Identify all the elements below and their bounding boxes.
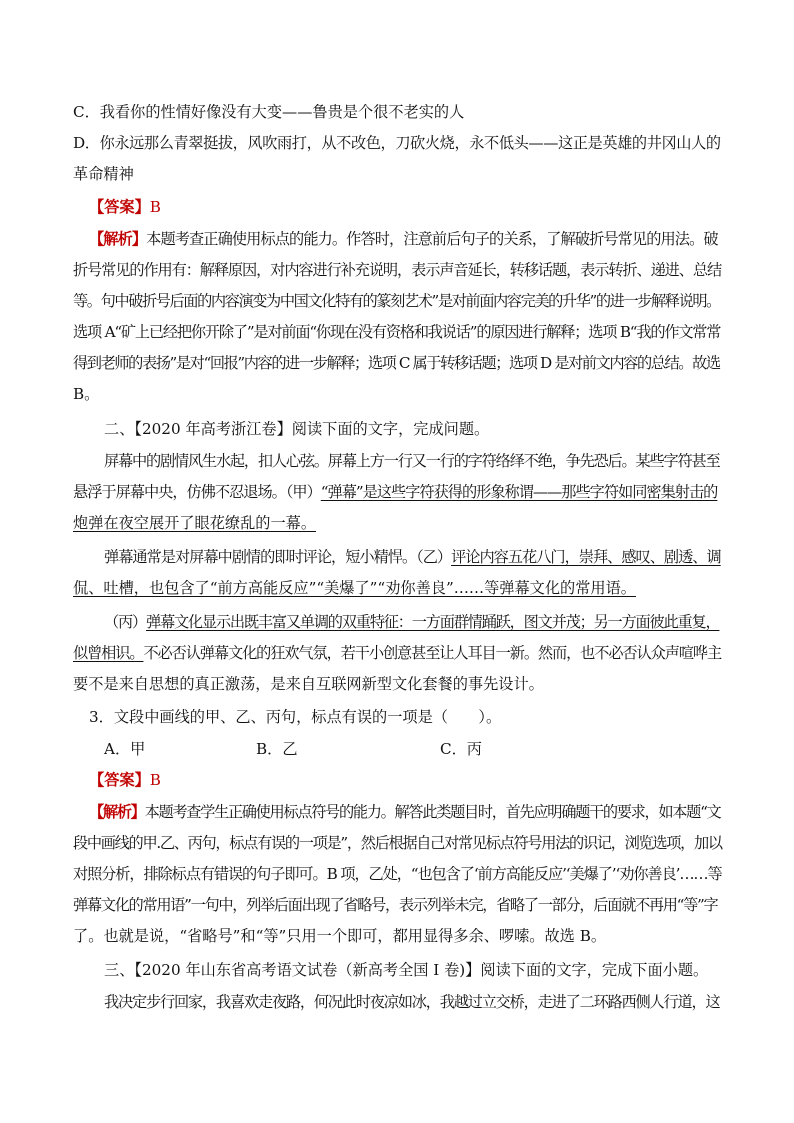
- underlined-sentence-jia-end: 炮弹在夜空展开了眼花缭乱的一幕。: [73, 514, 316, 532]
- passage2-p3-line3: 要不是来自思想的真正激荡，是来自互联网新型文化套餐的事先设计。: [73, 675, 544, 693]
- passage2-p1-line3: [73, 513, 316, 533]
- passage2-p1-line1: 屏幕中的剧情风生水起，扣人心弦。屏幕上方一行又一行的字符络绎不绝，争先恐后。某些字符甚至: [104, 452, 720, 470]
- option-c: C．丙: [440, 740, 482, 758]
- analysis-q3-line4: 弹幕文化的常用语”一句中，列举后面出现了省略号，表示列举未完，省略了一部分，后面就不再用“等”字: [73, 896, 718, 914]
- analysis-q3-line3: 对照分析，排除标点有错误的句子即可。B 项，乙处，“也包含了‘前方高能反应’‘美爆了’‘劝你善良’……等: [73, 865, 722, 883]
- passage3-p1-line1: 我决定步行回家，我喜欢走夜路，何况此时夜凉如冰，我越过立交桥，走进了二环路西侧人行道，这: [104, 993, 720, 1011]
- analysis-prev-line3: 等。句中破折号后面的内容演变为中国文化特有的篆刻艺术”是对前面内容完美的升华”的进一步解释说明。: [73, 292, 720, 310]
- underlined-sentence-bing-end: 似曾相识。: [73, 644, 144, 662]
- analysis-prev-line5: 得到老师的表扬”是对“回报”内容的进一步解释；选项 C 属于转移话题；选项 D 是对前文内容的总结。故选: [73, 354, 720, 372]
- underlined-sentence-yi-end: 侃、吐槽，也包含了“前方高能反应”“美爆了”“劝你善良”……等弹幕文化的常用语。: [73, 579, 636, 597]
- passage2-p2-line2: [73, 578, 636, 598]
- analysis-q3-line2: 段中画线的甲.乙、丙句，标点有误的一项是”，然后根据自己对常见标点符号用法的识记，浏览选项，加以: [73, 834, 722, 852]
- passage2-p1-line2: 悬浮于屏幕中央，仿佛不忍退场。（甲）“弹幕”是这些字符获得的形象称谓——那些字符如同密集射击的: [73, 483, 718, 501]
- analysis-prev-line6: B。: [73, 385, 100, 403]
- option-d-prev-line2: 革命精神: [73, 165, 134, 183]
- answer-tag: 【答案】: [89, 198, 150, 216]
- option-c-prev: C．我看你的性情好像没有大变——鲁贵是个很不老实的人: [73, 103, 465, 121]
- analysis-q3-line1: 【解析】本题考查学生正确使用标点符号的能力。解答此类题目时，首先应明确题干的要求，如本题“文: [89, 803, 721, 821]
- answer-value: B: [149, 198, 161, 216]
- question-3: 3．文段中画线的甲、乙、丙句，标点有误的一项是（ ）。: [89, 708, 502, 726]
- answer-tag: 【答案】: [89, 771, 150, 789]
- analysis-prev-line2: 折号常见的作用有：解释原因，对内容进行补充说明，表示声音延长，转移话题，表示转折、递进、总结: [73, 261, 722, 279]
- underlined-sentence-bing: 弹幕文化显示出既丰富又单调的双重特征：一方面群情踊跃，图文并茂；另一方面彼此重复，: [145, 613, 720, 631]
- passage2-p3-line2: 似曾相识。不必否认弹幕文化的狂欢气氛，若干小创意甚至让人耳目一新。然而，也不必否认众声喧哗主: [73, 644, 722, 662]
- analysis-tag: 【解析】: [89, 230, 147, 248]
- underlined-sentence-jia: “弹幕”是这些字符获得的形象称谓——那些字符如同密集射击的: [320, 483, 718, 501]
- option-b: B．乙: [256, 740, 298, 758]
- option-a: A．甲: [104, 740, 146, 758]
- analysis-prev-line4: 选项 A“矿上已经把你开除了”是对前面“你现在没有资格和我说话”的原因进行解释；选项 B“我的作文常常: [73, 323, 721, 341]
- answer-value: B: [149, 771, 161, 789]
- analysis-q3-line5: 了。也就是说，“省略号”和“等”只用一个即可，都用显得多余、啰嗦。故选 B。: [73, 927, 607, 945]
- answer-q3: [89, 770, 161, 790]
- analysis-prev-line1: 【解析】本题考查正确使用标点的能力。作答时，注意前后句子的关系，了解破折号常见的用法。破: [89, 230, 718, 248]
- passage2-p2-line1: 弹幕通常是对屏幕中剧情的即时评论，短小精悍。（乙）评论内容五花八门，崇拜、感叹、剧透、调: [104, 548, 721, 566]
- underlined-sentence-yi: 评论内容五花八门，崇拜、感叹、剧透、调: [451, 548, 721, 566]
- analysis-tag: 【解析】: [89, 803, 145, 821]
- section3-heading: 三、【2020 年山东省高考语文试卷（新高考全国 I 卷)】阅读下面的文字，完成下面小题。: [104, 961, 709, 979]
- section2-heading: 二、【2020 年高考浙江卷】阅读下面的文字，完成问题。: [104, 420, 490, 438]
- option-d-prev-line1: D．你永远那么青翠挺拔，风吹雨打，从不改色，刀砍火烧，永不低头——这正是英雄的井冈山人的: [73, 134, 721, 152]
- answer-prev: [89, 197, 161, 217]
- passage2-p3-line1: （丙）弹幕文化显示出既丰富又单调的双重特征：一方面群情踊跃，图文并茂；另一方面彼此重复，: [104, 613, 720, 631]
